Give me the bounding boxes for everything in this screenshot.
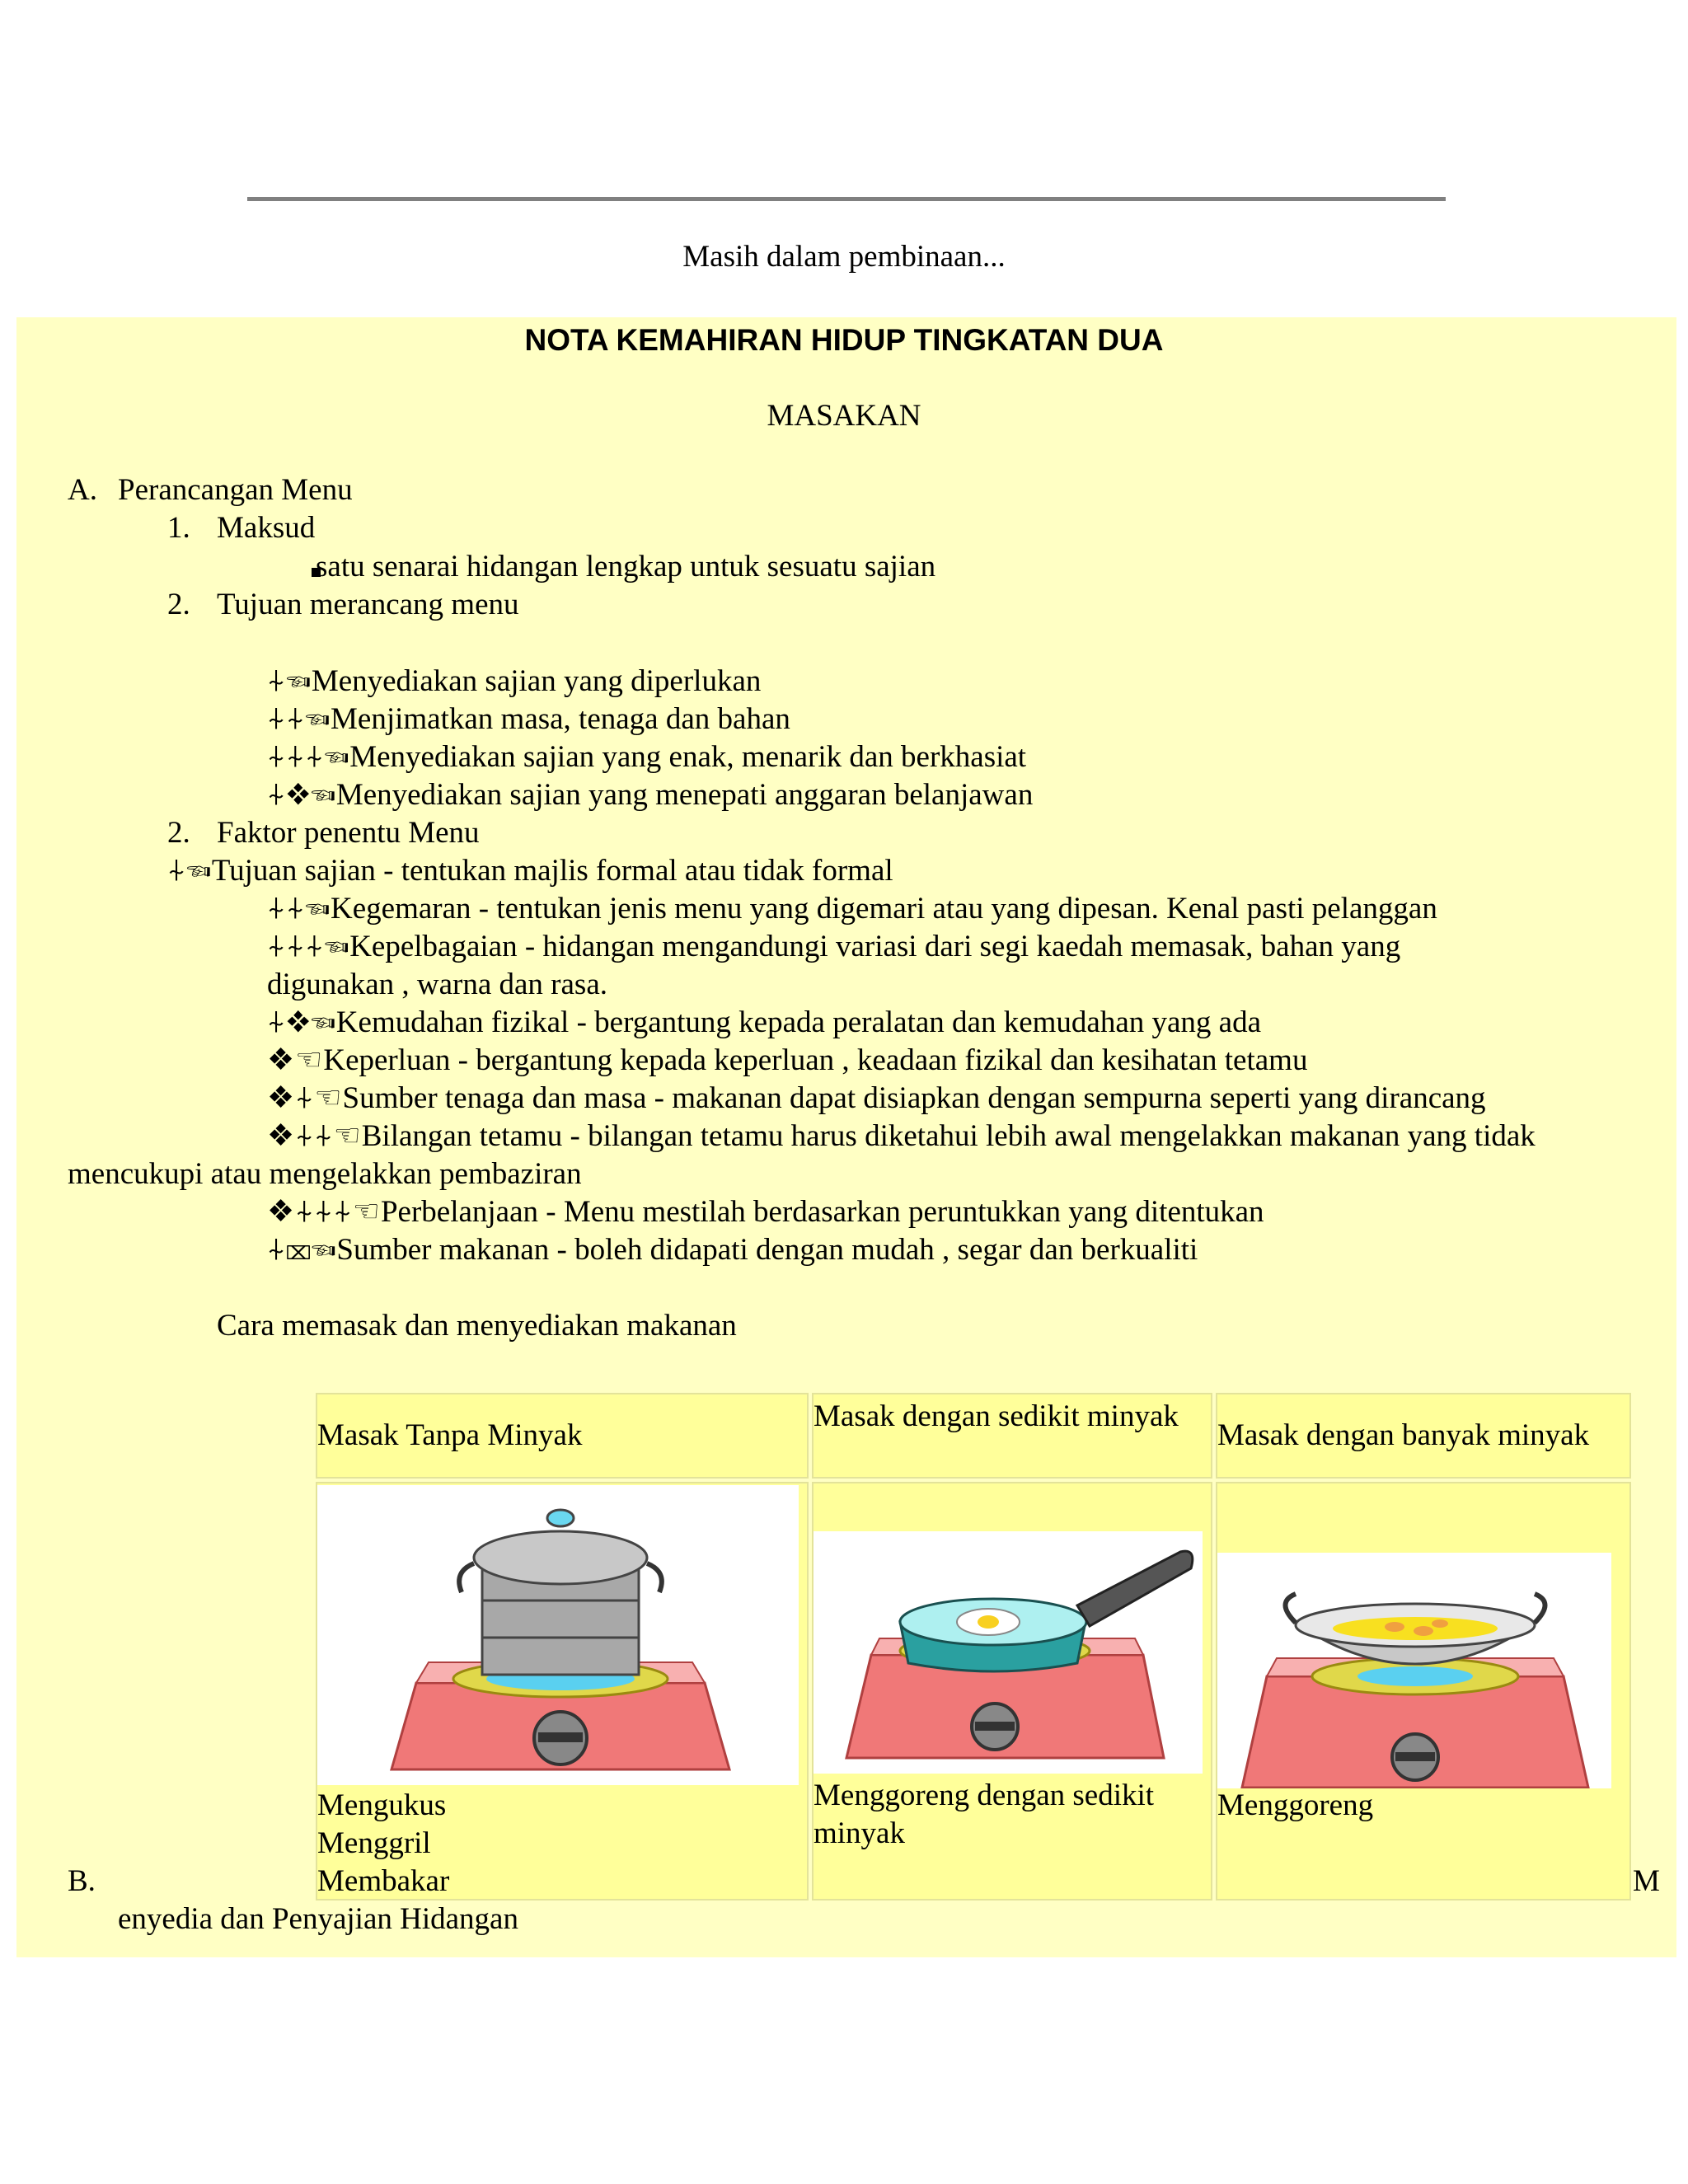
table-cell [812, 1482, 1212, 1900]
steamer-on-stove-image [317, 1485, 799, 1785]
factor-item: ⍭☜Tujuan sajian - tentukan majlis formal atau tidak formal [167, 854, 893, 888]
cell-line: Menggoreng [1217, 1788, 1374, 1822]
wingding-symbol-icon: ❖⍭☜ [267, 1081, 343, 1115]
table-header-cell: Masak dengan banyak minyak [1216, 1393, 1631, 1479]
factor-continuation: mencukupi atau mengelakkan pembaziran [68, 1157, 582, 1191]
section-b-marker: B. [68, 1864, 96, 1898]
section-b-heading: enyedia dan Penyajian Hidangan [118, 1902, 518, 1936]
factor-continuation: digunakan , warna dan rasa. [267, 968, 607, 1001]
page-title: NOTA KEMAHIRAN HIDUP TINGKATAN DUA [524, 323, 1164, 357]
wingding-symbol-icon: ⍭⍭⍭☜ [267, 740, 350, 774]
page-subtitle: MASAKAN [767, 399, 921, 433]
item1-label: Maksud [217, 511, 316, 545]
item3-label: Faktor penentu Menu [217, 816, 480, 850]
wingding-symbol-icon: ⍭☜ [267, 664, 312, 698]
cell-line: Membakar [317, 1864, 450, 1898]
factor-item: ⍭⌧☜Sumber makanan - boleh didapati dengan mudah , segar dan berkualiti [267, 1233, 1198, 1267]
wingding-symbol-icon: ⍭❖☜ [267, 778, 336, 812]
section-a-heading: Perancangan Menu [118, 473, 353, 507]
cooking-methods-heading: Cara memasak dan menyediakan makanan [217, 1309, 737, 1343]
factor-item: ⍭⍭⍭☜Kepelbagaian - hidangan mengandungi variasi dari segi kaedah memasak, bahan yang [267, 930, 1401, 963]
factor-item: ❖⍭⍭☜Bilangan tetamu - bilangan tetamu harus diketahui lebih awal mengelakkan makanan yang tidak [267, 1119, 1536, 1153]
cell-line: Mengukus [317, 1788, 447, 1822]
horizontal-rule [247, 197, 1446, 201]
cell-line: Menggoreng dengan sedikit [814, 1779, 1155, 1812]
item2-label: Tujuan merancang menu [217, 588, 519, 621]
item1-marker: 1. [167, 511, 190, 545]
wingding-symbol-icon: ⍭⌧☜ [267, 1233, 337, 1267]
wingding-symbol-icon: ⍭⍭☜ [267, 702, 331, 736]
factor-item: ⍭❖☜Kemudahan fizikal - bergantung kepada peralatan dan kemudahan yang ada [267, 1005, 1262, 1039]
table-cell [1216, 1482, 1631, 1900]
wingding-symbol-icon: ⍭❖☜ [267, 1005, 336, 1039]
wok-on-stove-image [1217, 1553, 1611, 1788]
section-b-first-letter: M [1633, 1864, 1660, 1898]
factor-item: ⍭⍭☜Kegemaran - tentukan jenis menu yang digemari atau yang dipesan. Kenal pasti pelanggan [267, 892, 1437, 926]
factor-item: ❖⍭⍭⍭☜Perbelanjaan - Menu mestilah berdasarkan peruntukkan yang ditentukan [267, 1195, 1264, 1229]
section-a-marker: A. [68, 473, 97, 507]
item3-marker: 2. [167, 816, 190, 850]
frying-pan-on-stove-image [814, 1531, 1203, 1774]
wingding-symbol-icon: ❖☜ [267, 1043, 324, 1077]
table-cell [316, 1482, 809, 1900]
aim-item: ⍭❖☜Menyediakan sajian yang menepati anggaran belanjawan [267, 778, 1034, 812]
aim-item: ⍭⍭☜Menjimatkan masa, tenaga dan bahan [267, 702, 790, 736]
wingding-symbol-icon: ⍭⍭⍭☜ [267, 930, 350, 963]
cell-line: minyak [814, 1816, 905, 1850]
wingding-symbol-icon: ❖⍭⍭⍭☜ [267, 1195, 381, 1229]
wingding-symbol-icon: ❖⍭⍭☜ [267, 1119, 362, 1153]
wingding-symbol-icon: ⍭☜ [167, 854, 212, 888]
table-header-cell: Masak dengan sedikit minyak [812, 1393, 1212, 1479]
aim-item: ⍭⍭⍭☜Menyediakan sajian yang enak, menarik dan berkhasiat [267, 740, 1027, 774]
cell-line: Menggril [317, 1826, 431, 1860]
under-construction-notice: Masih dalam pembinaan... [682, 240, 1006, 274]
item1-bullet-text: satu senarai hidangan lengkap untuk sesuatu sajian [316, 550, 936, 583]
aim-item: ⍭☜Menyediakan sajian yang diperlukan [267, 664, 762, 698]
factor-item: ❖☜Keperluan - bergantung kepada keperluan , keadaan fizikal dan kesihatan tetamu [267, 1043, 1308, 1077]
table-header-cell: Masak Tanpa Minyak [316, 1393, 809, 1479]
item2-marker: 2. [167, 588, 190, 621]
factor-item: ❖⍭☜Sumber tenaga dan masa - makanan dapat disiapkan dengan sempurna seperti yang dirancang [267, 1081, 1486, 1115]
wingding-symbol-icon: ⍭⍭☜ [267, 892, 331, 926]
